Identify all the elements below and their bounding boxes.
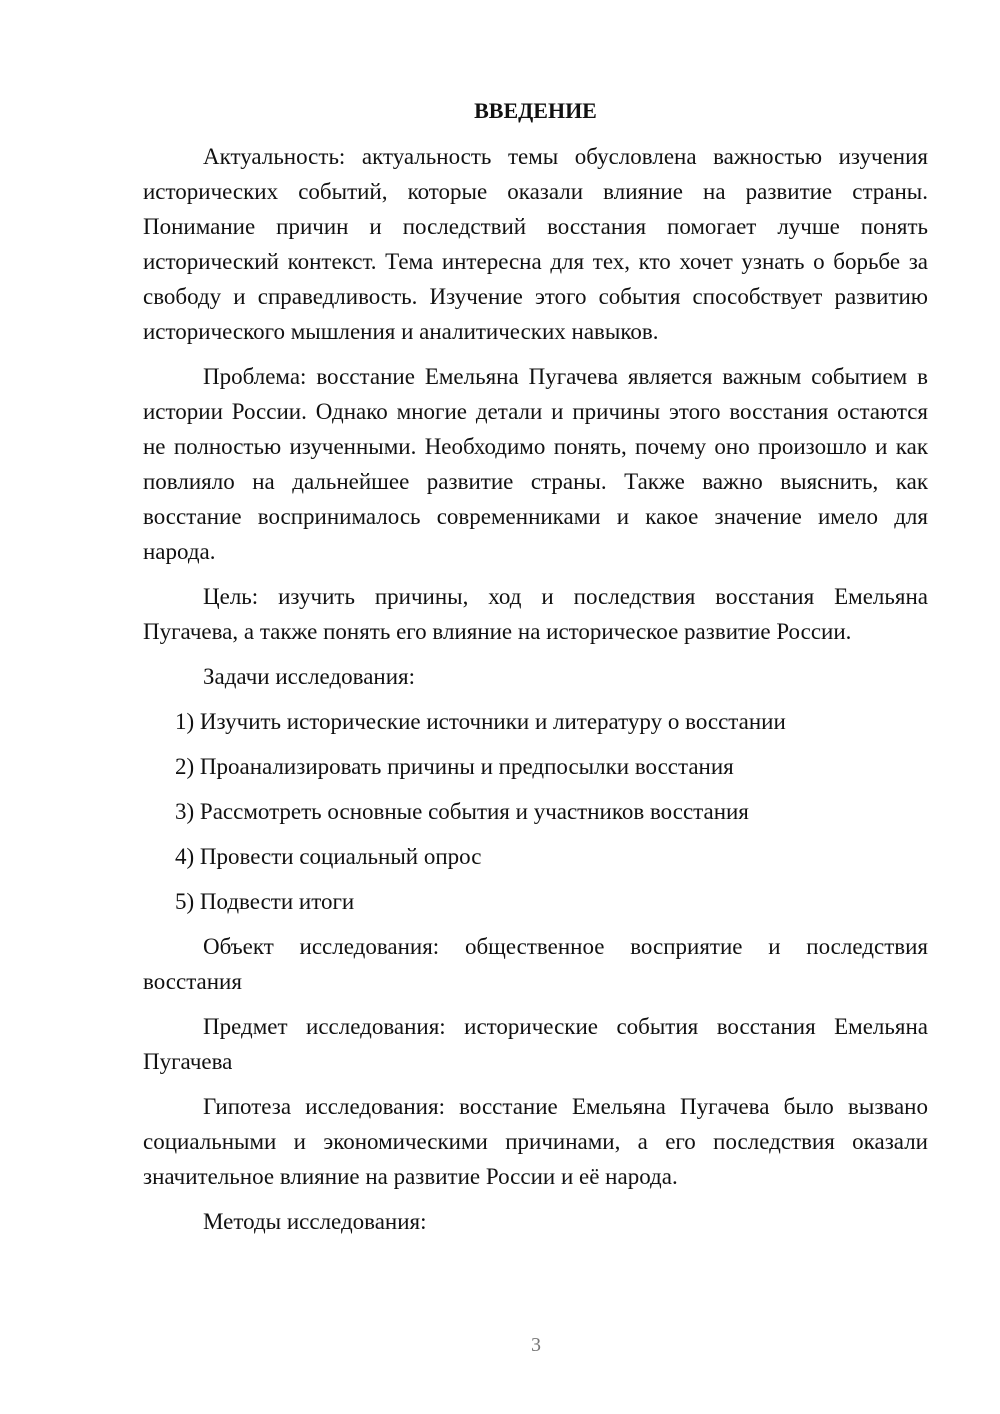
list-item: 3) Рассмотреть основные события и участников восстания — [175, 799, 749, 824]
list-item: 1) Изучить исторические источники и литературу о восстании — [175, 709, 786, 734]
page-number: 3 — [531, 1334, 541, 1356]
problem-paragraph: Проблема: восстание Емельяна Пугачева является важным событием в истории России. Однако многие детали и причины этого восстания остаются не полностью изученными. Необходимо понять, почему оно произошло и как повлияло на дальнейшее развитие страны. Также важно выяснить, как восстание воспринималось современниками и какое значение имело для народа. — [143, 364, 928, 564]
list-item: 2) Проанализировать причины и предпосылки восстания — [175, 754, 734, 779]
section-title: ВВЕДЕНИЕ — [474, 98, 597, 123]
tasks-heading: Задачи исследования: — [203, 664, 416, 689]
subject-paragraph: Предмет исследования: исторические события восстания Емельяна Пугачева — [143, 1014, 928, 1074]
goal-paragraph: Цель: изучить причины, ход и последствия восстания Емельяна Пугачева, а также понять его влияние на историческое развитие России. — [143, 584, 928, 644]
list-item: 4) Провести социальный опрос — [175, 844, 482, 869]
hypothesis-paragraph: Гипотеза исследования: восстание Емельяна Пугачева было вызвано социальными и экономическими причинами, а его последствия оказали значительное влияние на развитие России и её народа. — [143, 1094, 928, 1189]
methods-heading: Методы исследования: — [203, 1209, 427, 1234]
tasks-list — [143, 704, 928, 919]
list-item: 5) Подвести итоги — [175, 889, 355, 914]
relevance-paragraph: Актуальность: актуальность темы обусловлена важностью изучения исторических событий, которые оказали влияние на развитие страны. Понимание причин и последствий восстания помогает лучше понять исторический контекст. Тема интересна для тех, кто хочет узнать о борьбе за свободу и справедливость. Изучение этого события способствует развитию исторического мышления и аналитических навыков. — [143, 144, 928, 344]
document-page — [143, 96, 928, 1249]
object-paragraph: Объект исследования: общественное восприятие и последствия восстания — [143, 934, 928, 994]
